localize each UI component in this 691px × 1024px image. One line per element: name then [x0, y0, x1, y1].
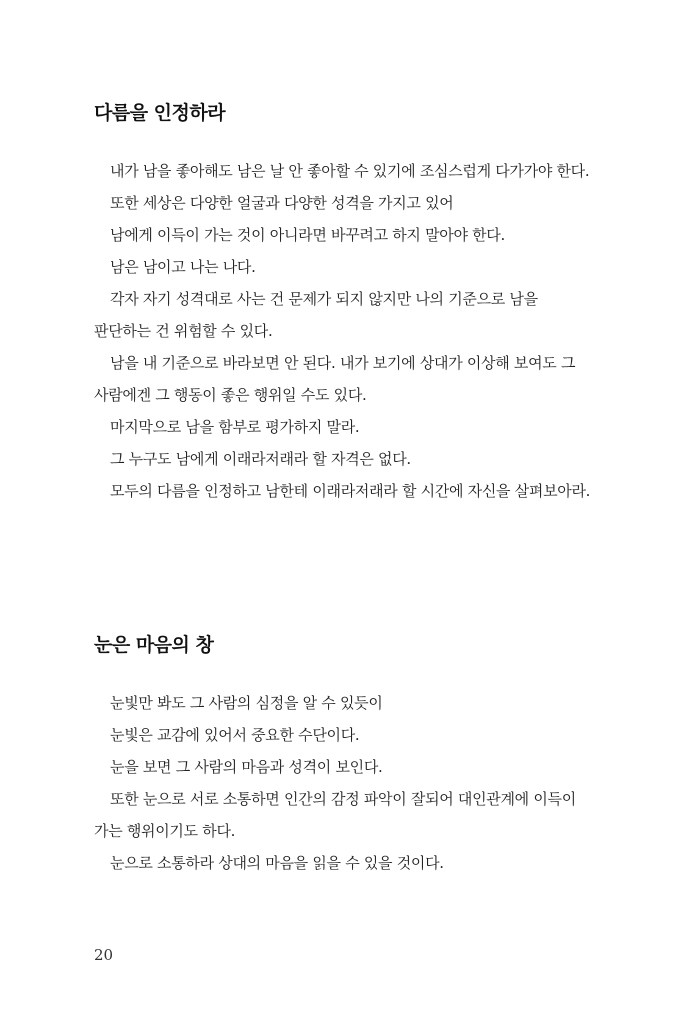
paragraph: 남에게 이득이 가는 것이 아니라면 바꾸려고 하지 말아야 한다.: [110, 226, 505, 244]
paragraph: 남은 남이고 나는 나다.: [110, 258, 256, 276]
paragraph: 내가 남을 좋아해도 남은 날 안 좋아할 수 있기에 조심스럽게 다가가야 한다.: [110, 162, 590, 180]
paragraph: 모두의 다름을 인정하고 남한테 이래라저래라 할 시간에 자신을 살펴보아라.: [110, 482, 591, 500]
section-heading: 눈은 마음의 창: [94, 634, 214, 656]
paragraph: 각자 자기 성격대로 사는 건 문제가 되지 않지만 나의 기준으로 남을 판단하는 건 위험할 수 있다.: [94, 290, 538, 340]
paragraph: 눈을 보면 그 사람의 마음과 성격이 보인다.: [110, 758, 383, 776]
paragraph: 마지막으로 남을 함부로 평가하지 말라.: [110, 418, 360, 436]
paragraph: 눈빛만 봐도 그 사람의 심정을 알 수 있듯이: [110, 694, 383, 712]
paragraph: 남을 내 기준으로 바라보면 안 된다. 내가 보기에 상대가 이상해 보여도 그 사람에겐 그 행동이 좋은 행위일 수도 있다.: [94, 354, 576, 404]
paragraph: 그 누구도 남에게 이래라저래라 할 자격은 없다.: [110, 450, 411, 468]
paragraph: 눈빛은 교감에 있어서 중요한 수단이다.: [110, 726, 360, 744]
paragraph: 또한 눈으로 서로 소통하면 인간의 감정 파악이 잘되어 대인관계에 이득이 가는 행위이기도 하다.: [94, 790, 576, 840]
section-accept-differences: [94, 96, 594, 507]
paragraph: 눈으로 소통하라 상대의 마음을 읽을 수 있을 것이다.: [110, 854, 444, 872]
page-number: 20: [94, 946, 114, 964]
section-eyes-window-of-mind: [94, 628, 594, 879]
paragraph: 또한 세상은 다양한 얼굴과 다양한 성격을 가지고 있어: [110, 194, 454, 212]
section-heading: 다름을 인정하라: [94, 102, 226, 124]
